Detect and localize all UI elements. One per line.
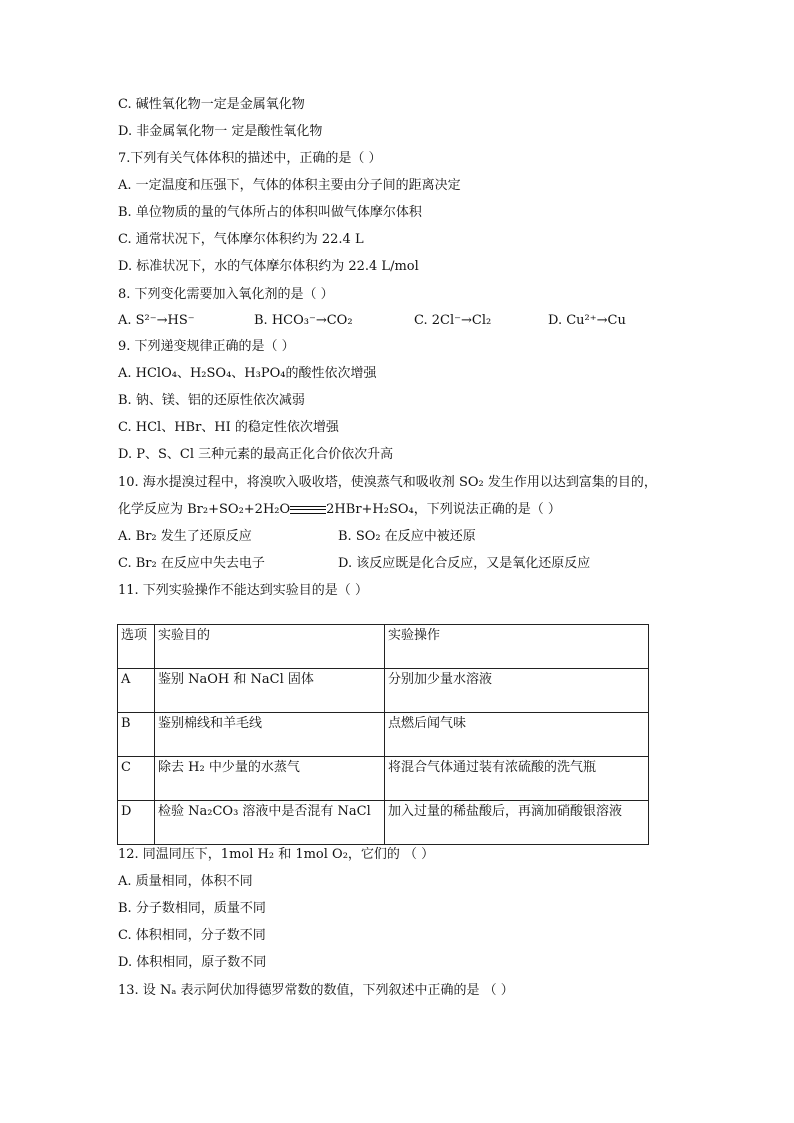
- table-row: [118, 757, 649, 801]
- q10-option-b: B. SO₂ 在反应中被还原: [338, 529, 476, 544]
- q7-option-a: A. 一定温度和压强下，气体的体积主要由分子间的距离决定: [118, 178, 461, 193]
- q6-option-d: D. 非金属氧化物一 定是酸性氧化物: [118, 124, 323, 139]
- q10-equation-right: 2HBr+H₂SO₄，下列说法正确的是（ ）: [326, 502, 561, 517]
- q8-option-a: A. S²⁻→HS⁻: [118, 313, 195, 328]
- cell-operation: 分别加少量水溶液: [385, 669, 649, 713]
- q9-option-d: D. P、S、Cl 三种元素的最高正化合价依次升高: [118, 447, 394, 462]
- q9-option-b: B. 钠、镁、铝的还原性依次减弱: [118, 393, 305, 408]
- q7-option-b: B. 单位物质的量的气体所占的体积叫做气体摩尔体积: [118, 205, 422, 220]
- q6-option-c: C. 碱性氧化物一定是金属氧化物: [118, 97, 305, 112]
- q8-option-d: D. Cu²⁺→Cu: [548, 313, 626, 328]
- q11-table: [117, 624, 649, 845]
- q12-option-b: B. 分子数相同，质量不同: [118, 901, 266, 916]
- table-row: [118, 801, 649, 845]
- cell-operation: 将混合气体通过装有浓硫酸的洗气瓶: [385, 757, 649, 801]
- q10-option-a: A. Br₂ 发生了还原反应: [118, 529, 252, 544]
- q12-option-c: C. 体积相同，分子数不同: [118, 928, 266, 943]
- cell-purpose: 检验 Na₂CO₃ 溶液中是否混有 NaCl: [155, 801, 385, 845]
- q7-option-d: D. 标准状况下，水的气体摩尔体积约为 22.4 L/mol: [118, 259, 419, 274]
- cell-operation: 加入过量的稀盐酸后，再滴加硝酸银溶液: [385, 801, 649, 845]
- q10-equation-left: 化学反应为 Br₂+SO₂+2H₂O: [118, 502, 291, 517]
- q10-option-c: C. Br₂ 在反应中失去电子: [118, 556, 265, 571]
- q11-stem: 11. 下列实验操作不能达到实验目的是（ ）: [118, 583, 368, 598]
- cell-purpose: 除去 H₂ 中少量的水蒸气: [155, 757, 385, 801]
- q13-stem: 13. 设 Nₐ 表示阿伏加得德罗常数的数值，下列叙述中正确的是 （ ）: [118, 983, 514, 998]
- q9-stem: 9. 下列递变规律正确的是（ ）: [118, 339, 295, 354]
- q7-stem: 7.下列有关气体体积的描述中，正确的是（ ）: [118, 151, 382, 166]
- cell-option: A: [118, 669, 155, 713]
- q12-stem: 12. 同温同压下，1mol H₂ 和 1mol O₂，它们的 （ ）: [118, 847, 435, 862]
- q10-stem-line1: 10. 海水提溴过程中，将溴吹入吸收塔，使溴蒸气和吸收剂 SO₂ 发生作用以达到富集的目的，: [118, 475, 657, 490]
- q10-option-d: D. 该反应既是化合反应，又是氧化还原反应: [338, 556, 591, 571]
- header-operation: 实验操作: [385, 625, 649, 669]
- q9-option-c: C. HCl、HBr、HI 的稳定性依次增强: [118, 420, 339, 435]
- q12-option-d: D. 体积相同，原子数不同: [118, 955, 267, 970]
- header-purpose: 实验目的: [155, 625, 385, 669]
- table-header-row: [118, 625, 649, 669]
- q7-option-c: C. 通常状况下，气体摩尔体积约为 22.4 L: [118, 232, 364, 247]
- q8-option-c: C. 2Cl⁻→Cl₂: [414, 313, 492, 328]
- q8-stem: 8. 下列变化需要加入氧化剂的是（ ）: [118, 287, 334, 302]
- q9-option-a: A. HClO₄、H₂SO₄、H₃PO₄的酸性依次增强: [118, 366, 377, 381]
- table-row: [118, 669, 649, 713]
- cell-purpose: 鉴别 NaOH 和 NaCl 固体: [155, 669, 385, 713]
- equals-sign-icon: [290, 506, 326, 514]
- cell-option: D: [118, 801, 155, 845]
- q10-stem-line2: [118, 501, 561, 519]
- q8-option-b: B. HCO₃⁻→CO₂: [254, 313, 353, 328]
- cell-option: B: [118, 713, 155, 757]
- cell-purpose: 鉴别棉线和羊毛线: [155, 713, 385, 757]
- table-row: [118, 713, 649, 757]
- header-option: 选项: [118, 625, 155, 669]
- q12-option-a: A. 质量相同，体积不同: [118, 874, 253, 889]
- cell-operation: 点燃后闻气味: [385, 713, 649, 757]
- cell-option: C: [118, 757, 155, 801]
